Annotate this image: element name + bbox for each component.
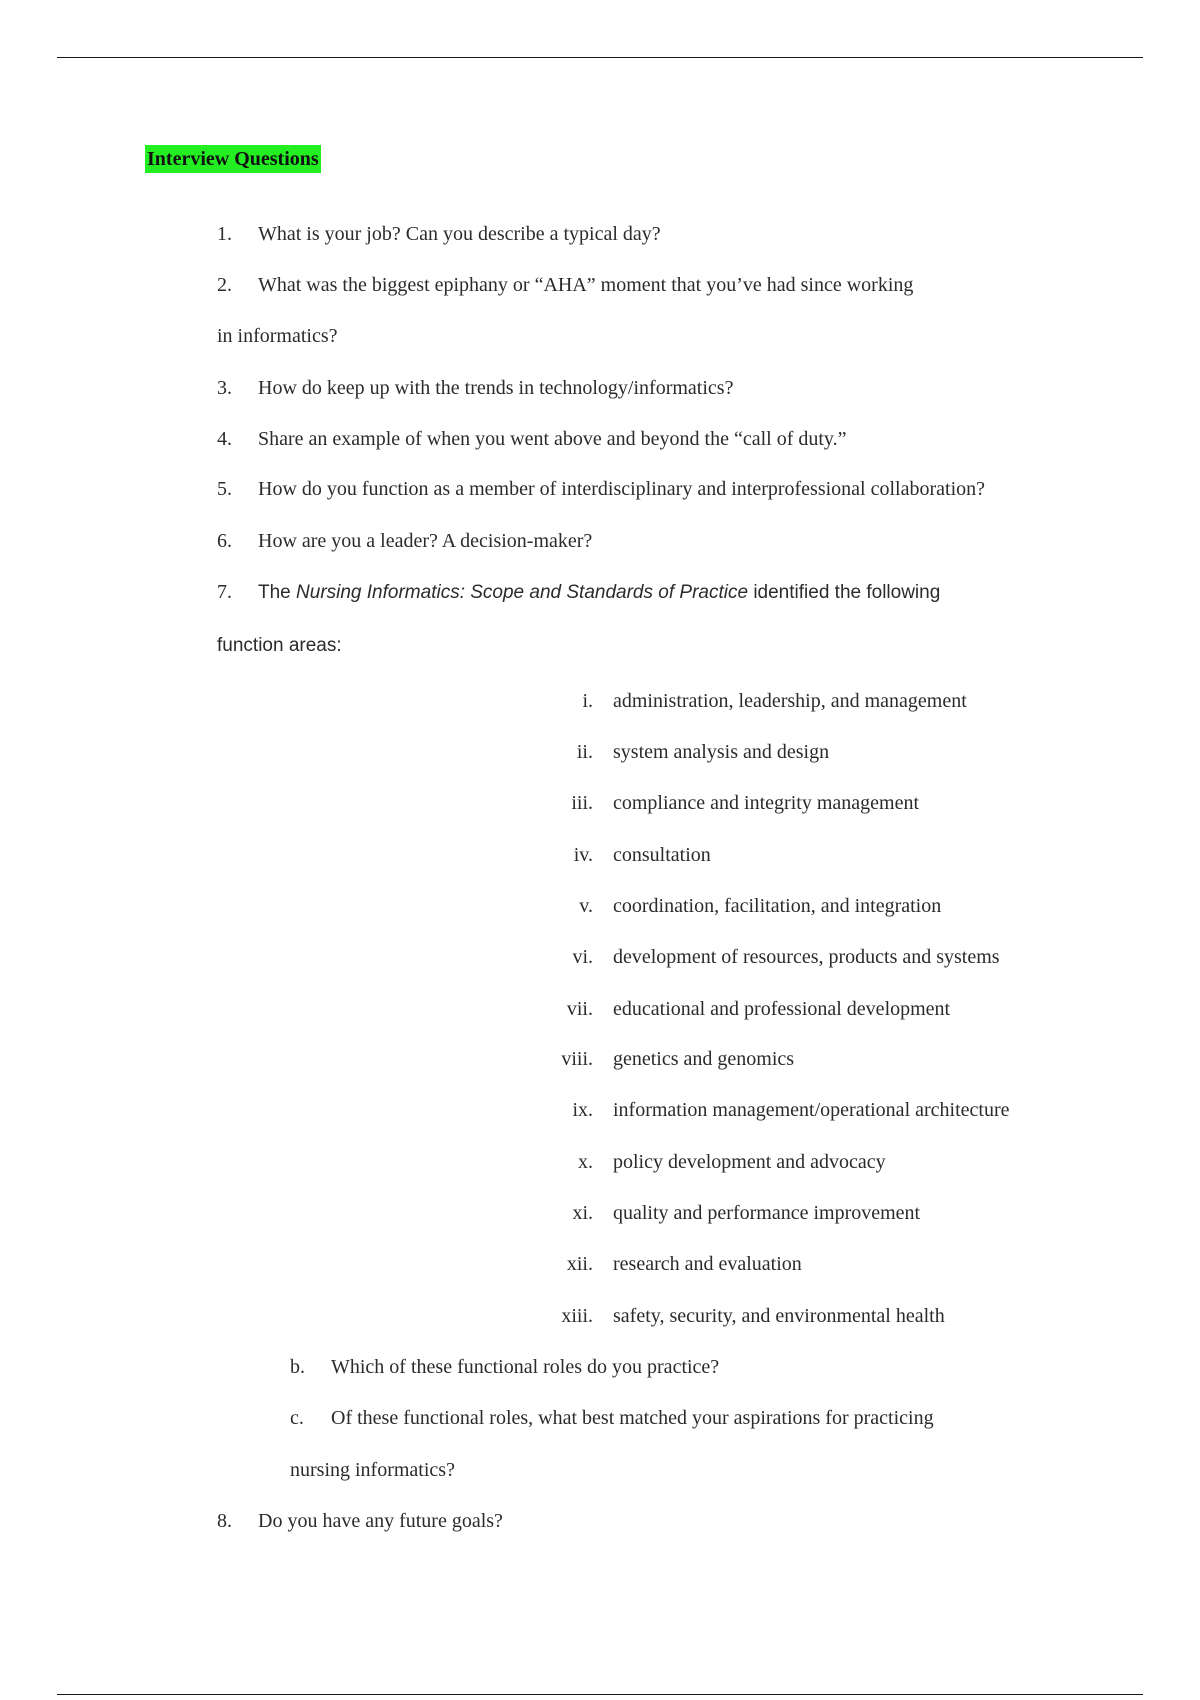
- function-area-text: consultation: [613, 844, 711, 866]
- function-area-item: [520, 1303, 1160, 1329]
- function-area-number: ii.: [576, 741, 593, 763]
- question-number: 2.: [217, 274, 232, 296]
- function-area-text: genetics and genomics: [613, 1048, 795, 1070]
- bottom-rule: [57, 1694, 1143, 1695]
- function-area-item: [520, 893, 1160, 919]
- function-area-number: x.: [578, 1151, 593, 1173]
- function-area-text: educational and professional development: [613, 998, 951, 1020]
- function-area-item: [520, 1251, 1160, 1277]
- function-area-number: i.: [582, 690, 593, 712]
- question-text: How are you a leader? A decision-maker?: [258, 530, 593, 552]
- question-text: Share an example of when you went above and beyond the “call of duty.”: [258, 428, 847, 450]
- question-text: [258, 579, 940, 606]
- sub-question-text: Of these functional roles, what best matched your aspirations for practicing: [331, 1407, 934, 1429]
- function-area-number: v.: [579, 895, 593, 917]
- function-area-text: system analysis and design: [613, 741, 830, 763]
- function-area-number: xii.: [566, 1253, 593, 1275]
- question-text: How do keep up with the trends in technology/informatics?: [258, 377, 734, 399]
- document-heading: Interview Questions: [145, 145, 321, 173]
- question-number: 6.: [217, 530, 232, 552]
- question-text: What is your job? Can you describe a typical day?: [258, 223, 661, 245]
- publication-title: Nursing Informatics: Scope and Standards of Practice: [296, 582, 749, 603]
- function-area-item: [520, 739, 1160, 765]
- question-text: How do you function as a member of interdisciplinary and interprofessional collaboration?: [258, 478, 986, 500]
- function-area-item: [520, 996, 1160, 1022]
- question-number: 5.: [217, 478, 232, 500]
- function-area-item: [520, 1149, 1160, 1175]
- function-area-item: [520, 1200, 1160, 1226]
- function-area-text: information management/operational architecture: [613, 1099, 1010, 1121]
- function-area-text: safety, security, and environmental health: [613, 1305, 945, 1327]
- function-area-text: quality and performance improvement: [613, 1202, 921, 1224]
- question-text: Do you have any future goals?: [258, 1510, 503, 1532]
- function-area-text: coordination, facilitation, and integration: [613, 895, 942, 917]
- question-number: 1.: [217, 223, 232, 245]
- function-area-text: administration, leadership, and management: [613, 690, 967, 712]
- sub-question-letter: c.: [290, 1407, 304, 1429]
- function-area-number: xiii.: [561, 1305, 593, 1327]
- function-area-text: research and evaluation: [613, 1253, 802, 1275]
- sub-question-c-continuation: nursing informatics?: [290, 1459, 455, 1481]
- function-area-number: iv.: [573, 844, 593, 866]
- question-2-continuation: in informatics?: [217, 325, 338, 347]
- function-area-text: policy development and advocacy: [613, 1151, 886, 1173]
- question-text-pre: The: [258, 582, 297, 603]
- question-number: 4.: [217, 428, 232, 450]
- function-area-number: xi.: [572, 1202, 593, 1224]
- question-text: What was the biggest epiphany or “AHA” moment that you’ve had since working: [258, 274, 914, 296]
- question-text-post: identified the following: [748, 582, 941, 603]
- function-area-number: ix.: [572, 1099, 593, 1121]
- question-7-continuation: function areas:: [217, 635, 342, 656]
- question-number: 8.: [217, 1510, 232, 1532]
- sub-question-text: Which of these functional roles do you practice?: [331, 1356, 720, 1378]
- function-area-text: development of resources, products and systems: [613, 946, 1000, 968]
- function-area-item: [520, 1097, 1160, 1123]
- top-rule: [57, 57, 1143, 58]
- function-area-number: vii.: [566, 998, 593, 1020]
- function-area-item: [520, 688, 1160, 714]
- function-area-number: iii.: [571, 792, 593, 814]
- function-area-number: viii.: [561, 1048, 593, 1070]
- function-area-text: compliance and integrity management: [613, 792, 919, 814]
- function-area-item: [520, 944, 1160, 970]
- function-area-item: [520, 790, 1160, 816]
- sub-question-letter: b.: [290, 1356, 305, 1378]
- function-area-item: [520, 1046, 1160, 1072]
- function-area-item: [520, 842, 1160, 868]
- question-number: 3.: [217, 377, 232, 399]
- function-area-number: vi.: [572, 946, 593, 968]
- question-number: 7.: [217, 581, 232, 603]
